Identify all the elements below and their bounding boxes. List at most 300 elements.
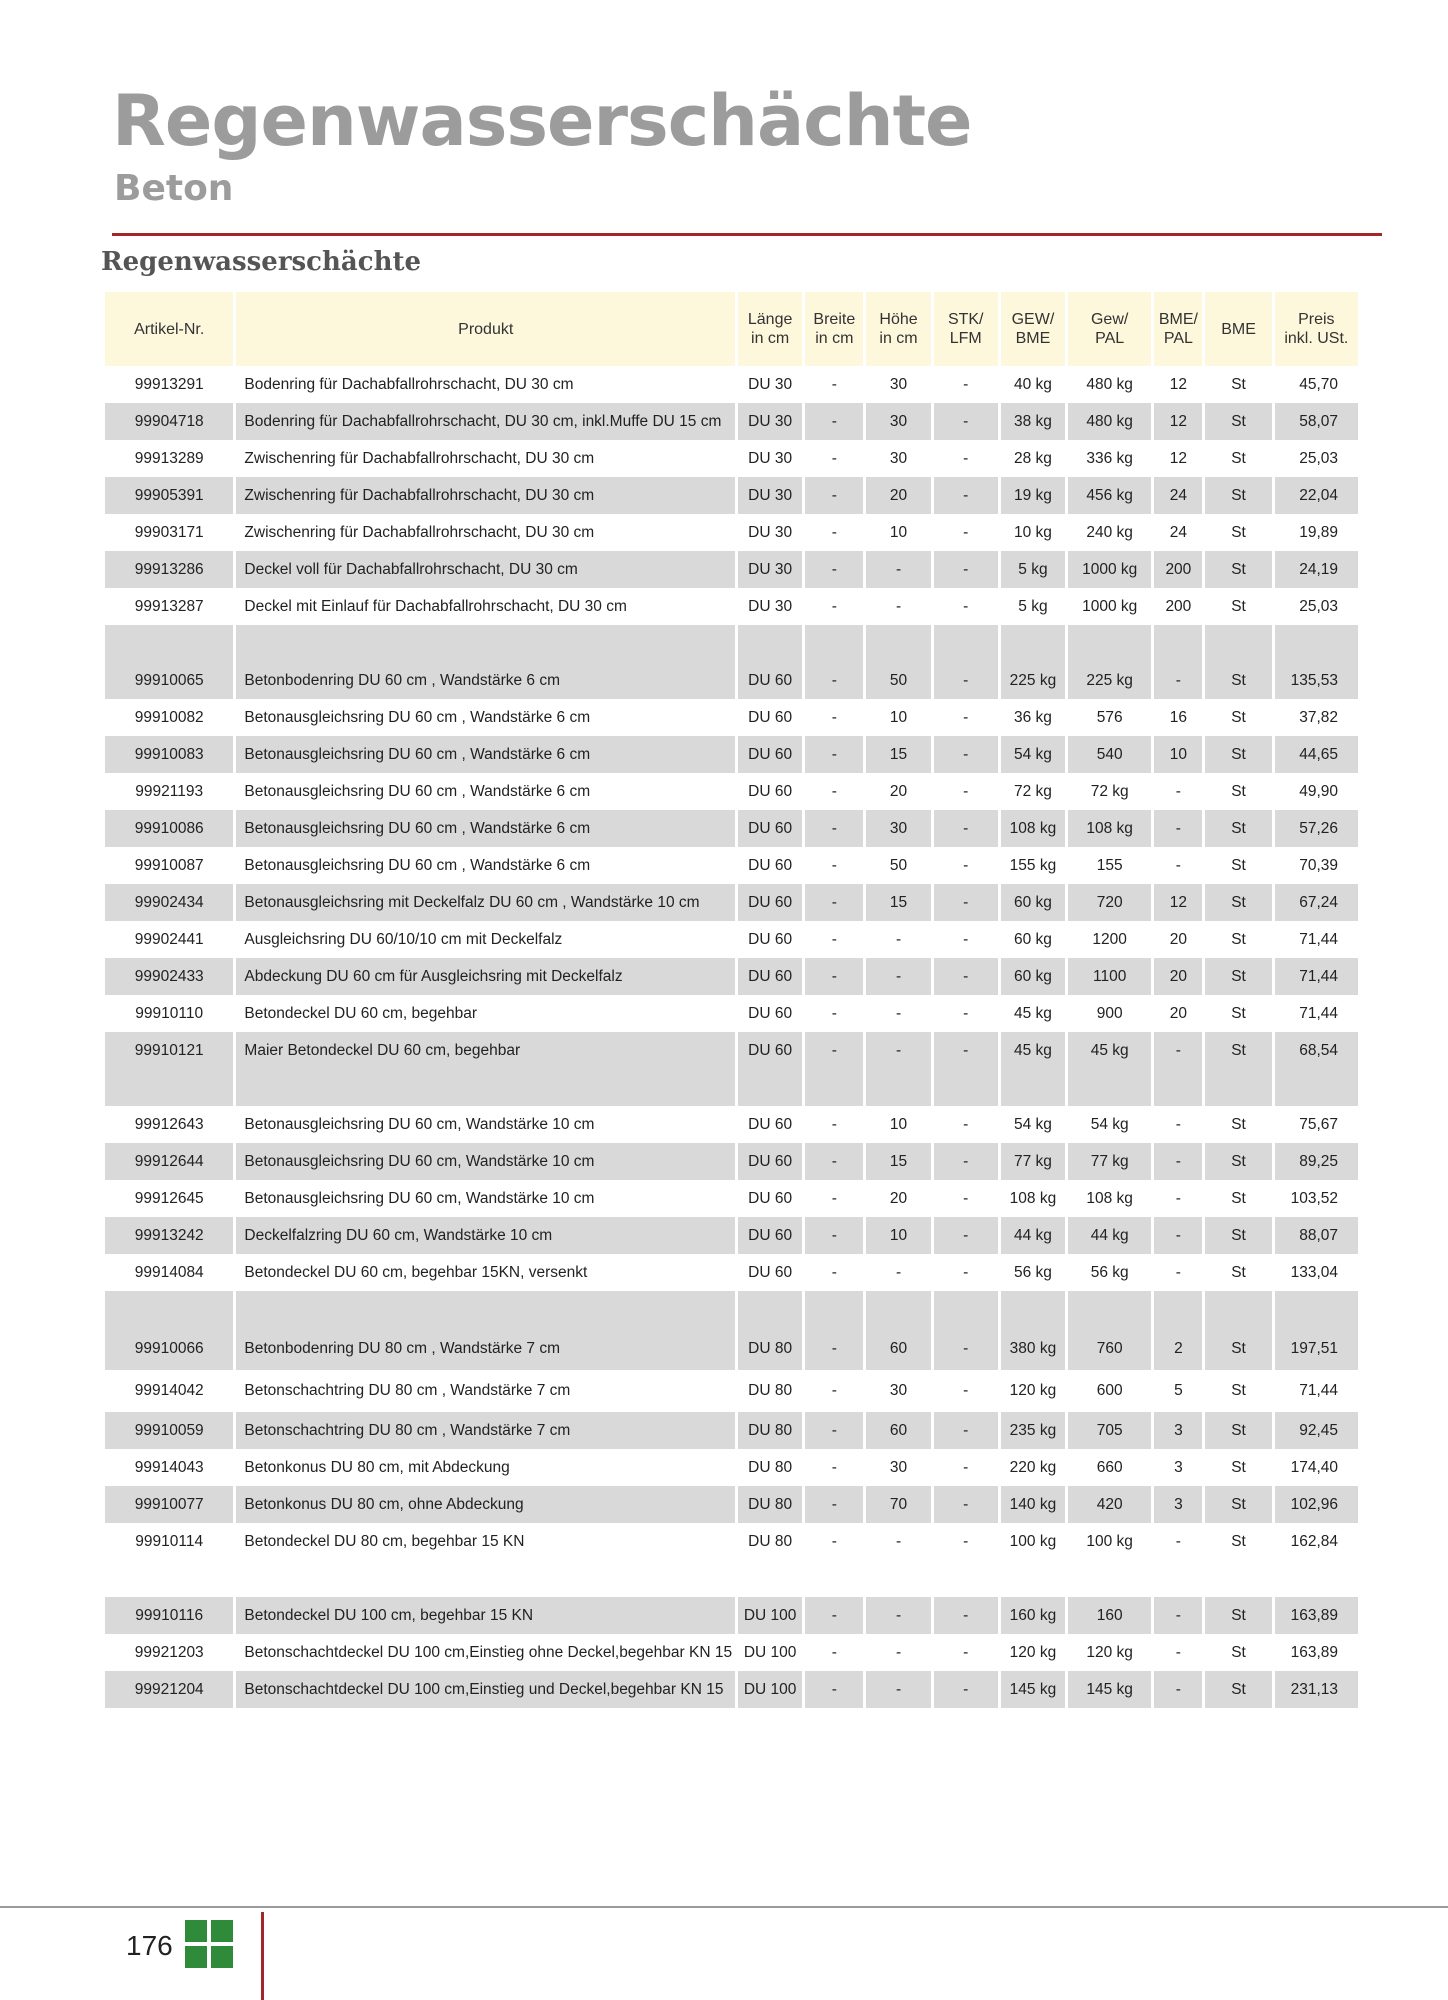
cell-preis: 135,53 [1275, 662, 1358, 699]
cell-breite: - [805, 1671, 863, 1708]
cell-gew-pal: 456 kg [1068, 477, 1151, 514]
footer-divider [0, 1906, 1448, 1908]
footer-accent-line [261, 1912, 264, 2000]
table-header-row [105, 292, 1358, 366]
cell-laenge: DU 100 [743, 1643, 797, 1661]
cell-laenge: DU 60 [738, 1143, 802, 1180]
cell-produkt: Betondeckel DU 100 cm, begehbar 15 KN [236, 1597, 735, 1634]
table-row [105, 1217, 1358, 1254]
cell-breite: - [831, 1532, 837, 1550]
cell-breite: - [831, 1004, 837, 1022]
cell-stk-lfm: - [963, 1643, 969, 1661]
cell-artikel-nr: 99913291 [134, 375, 204, 393]
cell-gew-pal: 705 [1068, 1412, 1151, 1449]
cell-preis: 22,04 [1275, 477, 1358, 514]
cell-bme-pal: 12 [1154, 403, 1202, 440]
cell-laenge: DU 60 [748, 782, 793, 800]
spacer-cell [738, 625, 802, 662]
cell-gew-pal: 45 kg [1068, 1032, 1151, 1069]
cell-gew-bme: 28 kg [1013, 449, 1052, 467]
header-breite-label: Breite in cm [813, 311, 856, 347]
cell-gew-bme: 120 kg [1009, 1643, 1057, 1661]
cell-stk-lfm: - [963, 1004, 969, 1022]
cell-gew-pal: 760 [1068, 1328, 1151, 1370]
cell-bme: St [1231, 1115, 1246, 1133]
table-row [105, 1449, 1358, 1486]
cell-artikel-nr: 99921204 [105, 1671, 233, 1708]
cell-bme: St [1205, 810, 1271, 847]
cell-laenge: DU 30 [738, 551, 802, 588]
cell-gew-pal: 108 kg [1068, 810, 1151, 847]
cell-gew-pal: 160 [1068, 1597, 1151, 1634]
cell-stk-lfm: - [934, 810, 998, 847]
cell-gew-bme: 45 kg [1013, 1004, 1052, 1022]
cell-artikel-nr: 99910110 [135, 1004, 204, 1022]
spacer-cell [1275, 1560, 1358, 1597]
header-hoehe [866, 292, 930, 366]
cell-produkt: Zwischenring für Dachabfallrohrschacht, DU 30 cm [244, 523, 595, 541]
cell-bme: St [1205, 403, 1271, 440]
cell-gew-bme: 10 kg [1013, 523, 1052, 541]
cell-produkt: Betonausgleichsring mit Deckelfalz DU 60 cm , Wandstärke 10 cm [236, 884, 735, 921]
cell-artikel-nr: 99914042 [134, 1382, 204, 1399]
cell-bme: St [1205, 1217, 1271, 1254]
cell-artikel-nr: 99912645 [134, 1189, 204, 1207]
cell-bme-pal: 16 [1169, 708, 1187, 726]
cell-hoehe: 70 [866, 1486, 930, 1523]
cell-preis: 45,70 [1299, 375, 1338, 393]
spacer-cell [738, 1069, 802, 1106]
cell-stk-lfm: - [963, 1115, 969, 1133]
cell-gew-bme: 380 kg [1001, 1328, 1065, 1370]
cell-hoehe: 20 [889, 782, 908, 800]
spacer-cell [1068, 1291, 1151, 1328]
cell-gew-bme: 56 kg [1013, 1263, 1052, 1281]
spacer-cell [236, 1291, 735, 1328]
table-body [105, 366, 1358, 1708]
table-row [105, 810, 1358, 847]
header-artikel-nr [105, 292, 233, 366]
cell-preis: 71,44 [1299, 930, 1338, 948]
cell-preis: 71,44 [1299, 1382, 1338, 1399]
cell-laenge: DU 80 [738, 1486, 802, 1523]
cell-bme-pal: 12 [1169, 449, 1187, 467]
header-gew-pal-label: Gew/ PAL [1090, 311, 1129, 347]
cell-hoehe: 30 [889, 1382, 908, 1399]
cell-laenge: DU 60 [738, 810, 802, 847]
cell-bme: St [1205, 1328, 1271, 1370]
spacer-cell [866, 1069, 930, 1106]
spacer-cell [1068, 1560, 1151, 1597]
cell-preis: 19,89 [1299, 523, 1338, 541]
spacer-cell [1154, 1291, 1202, 1328]
cell-gew-bme: 54 kg [1001, 736, 1065, 773]
cell-hoehe: 30 [866, 403, 930, 440]
table-row [105, 1486, 1358, 1523]
cell-preis: 25,03 [1299, 449, 1338, 467]
cell-bme-pal: - [1154, 1217, 1202, 1254]
spacer-cell [236, 1560, 735, 1597]
cell-bme: St [1205, 1412, 1271, 1449]
spacer-cell [866, 625, 930, 662]
cell-bme-pal: - [1175, 856, 1181, 874]
cell-stk-lfm: - [934, 1597, 998, 1634]
cell-stk-lfm: - [934, 1671, 998, 1708]
cell-gew-bme: 145 kg [1001, 1671, 1065, 1708]
table-row [105, 440, 1358, 477]
cell-bme-pal: - [1154, 810, 1202, 847]
cell-produkt: Betonausgleichsring DU 60 cm, Wandstärke 10 cm [244, 1115, 595, 1133]
cell-bme-pal: 2 [1154, 1328, 1202, 1370]
cell-gew-bme: 225 kg [1001, 662, 1065, 699]
cell-stk-lfm: - [934, 477, 998, 514]
cell-laenge: DU 60 [748, 1004, 793, 1022]
cell-bme: St [1231, 1532, 1246, 1550]
header-bme-label: BME [1221, 320, 1256, 338]
cell-artikel-nr: 99904718 [105, 403, 233, 440]
table-row [105, 1370, 1358, 1412]
cell-produkt: Betonausgleichsring DU 60 cm, Wandstärke 10 cm [236, 1143, 735, 1180]
header-bme-pal [1154, 292, 1202, 366]
cell-laenge: DU 30 [748, 449, 793, 467]
cell-hoehe: 15 [866, 736, 930, 773]
cell-gew-bme: 100 kg [1009, 1532, 1057, 1550]
cell-preis: 71,44 [1299, 1004, 1338, 1022]
cell-bme-pal: - [1175, 1189, 1181, 1207]
cell-gew-pal: 336 kg [1086, 449, 1133, 467]
cell-artikel-nr: 99910116 [105, 1597, 233, 1634]
cell-stk-lfm: - [963, 1458, 969, 1476]
cell-gew-bme: 220 kg [1009, 1458, 1057, 1476]
cell-breite: - [805, 1412, 863, 1449]
cell-laenge: DU 60 [738, 884, 802, 921]
spacer-cell [805, 1291, 863, 1328]
cell-artikel-nr: 99910086 [105, 810, 233, 847]
cell-stk-lfm: - [963, 930, 969, 948]
table-row [105, 588, 1358, 625]
cell-bme: St [1231, 930, 1246, 948]
table-row [105, 366, 1358, 403]
cell-gew-pal: 540 [1068, 736, 1151, 773]
cell-breite: - [805, 662, 863, 699]
cell-hoehe: 30 [889, 449, 908, 467]
cell-hoehe: 60 [866, 1328, 930, 1370]
cell-breite: - [805, 551, 863, 588]
cell-hoehe: 30 [866, 810, 930, 847]
cell-artikel-nr: 99903171 [134, 523, 204, 541]
spacer-cell [1154, 1069, 1202, 1106]
cell-preis: 25,03 [1299, 597, 1338, 615]
cell-preis: 49,90 [1299, 782, 1338, 800]
spacer-cell [1154, 1560, 1202, 1597]
cell-bme-pal: 24 [1154, 477, 1202, 514]
table-row [105, 1671, 1358, 1708]
cell-bme: St [1231, 523, 1246, 541]
cell-gew-pal: 480 kg [1086, 375, 1133, 393]
cell-hoehe: 15 [866, 884, 930, 921]
cell-preis: 162,84 [1290, 1532, 1338, 1550]
cell-bme: St [1231, 708, 1246, 726]
spacer-cell [1275, 1069, 1358, 1106]
spacer-cell [934, 625, 998, 662]
cell-laenge: DU 60 [748, 930, 793, 948]
cell-artikel-nr: 99921203 [134, 1643, 204, 1661]
cell-produkt: Betonbodenring DU 80 cm , Wandstärke 7 cm [236, 1328, 735, 1370]
spacer-cell [934, 1069, 998, 1106]
cell-bme: St [1231, 1004, 1246, 1022]
section-title: Regenwasserschächte [101, 247, 422, 277]
cell-stk-lfm: - [934, 958, 998, 995]
cell-breite: - [805, 1143, 863, 1180]
cell-breite: - [831, 856, 837, 874]
cell-artikel-nr: 99912643 [134, 1115, 204, 1133]
table-row [105, 773, 1358, 810]
cell-bme: St [1231, 1263, 1246, 1281]
table-row [105, 1032, 1358, 1069]
cell-stk-lfm: - [934, 1328, 998, 1370]
cell-breite: - [831, 1263, 837, 1281]
table-row [105, 1597, 1358, 1634]
table-row [105, 1254, 1358, 1291]
cell-preis: 163,89 [1275, 1597, 1358, 1634]
cell-laenge: DU 60 [738, 736, 802, 773]
cell-hoehe: 50 [889, 856, 908, 874]
spacer-cell [105, 1560, 233, 1597]
cell-stk-lfm: - [963, 375, 969, 393]
cell-artikel-nr: 99913287 [134, 597, 204, 615]
cell-bme: St [1231, 1458, 1246, 1476]
cell-breite: - [831, 708, 837, 726]
cell-bme: St [1205, 1597, 1271, 1634]
cell-preis: 70,39 [1299, 856, 1338, 874]
cell-gew-pal: 77 kg [1068, 1143, 1151, 1180]
cell-produkt: Betonkonus DU 80 cm, ohne Abdeckung [236, 1486, 735, 1523]
cell-laenge: DU 30 [738, 477, 802, 514]
table-row [105, 1523, 1358, 1560]
cell-preis: 44,65 [1275, 736, 1358, 773]
cell-gew-bme: 40 kg [1013, 375, 1052, 393]
cell-bme-pal: 10 [1154, 736, 1202, 773]
cell-laenge: DU 100 [738, 1597, 802, 1634]
table-row [105, 995, 1358, 1032]
cell-hoehe: 60 [866, 1412, 930, 1449]
table-row [105, 403, 1358, 440]
cell-hoehe: - [866, 551, 930, 588]
spacer-cell [738, 1291, 802, 1328]
cell-produkt: Betonschachtdeckel DU 100 cm,Einstieg und Deckel,begehbar KN 15 [236, 1671, 735, 1708]
cell-produkt: Deckel mit Einlauf für Dachabfallrohrschacht, DU 30 cm [244, 597, 627, 615]
cell-stk-lfm: - [934, 551, 998, 588]
cell-gew-bme: 140 kg [1001, 1486, 1065, 1523]
cell-stk-lfm: - [963, 1263, 969, 1281]
cell-gew-pal: 1000 kg [1082, 597, 1138, 615]
cell-preis: 67,24 [1275, 884, 1358, 921]
cell-bme-pal: - [1175, 1263, 1181, 1281]
cell-bme-pal: - [1154, 1671, 1202, 1708]
cell-gew-pal: 420 [1068, 1486, 1151, 1523]
cell-laenge: DU 60 [738, 1217, 802, 1254]
cell-preis: 75,67 [1299, 1115, 1338, 1133]
spacer-cell [236, 625, 735, 662]
header-laenge [738, 292, 802, 366]
cell-gew-bme: 54 kg [1013, 1115, 1052, 1133]
cell-bme-pal: 24 [1169, 523, 1187, 541]
cell-produkt: Ausgleichsring DU 60/10/10 cm mit Deckelfalz [244, 930, 563, 948]
cell-gew-pal: 120 kg [1086, 1643, 1133, 1661]
cell-gew-bme: 108 kg [1001, 810, 1065, 847]
table-row [105, 921, 1358, 958]
cell-bme: St [1205, 1143, 1271, 1180]
cell-hoehe: 10 [889, 708, 908, 726]
cell-bme: St [1205, 1486, 1271, 1523]
cell-artikel-nr: 99914043 [134, 1458, 204, 1476]
cell-stk-lfm: - [963, 523, 969, 541]
spacer-cell [1205, 1560, 1271, 1597]
cell-produkt: Maier Betondeckel DU 60 cm, begehbar [236, 1032, 735, 1069]
cell-bme-pal: - [1154, 1032, 1202, 1069]
cell-stk-lfm: - [934, 662, 998, 699]
cell-bme: St [1205, 736, 1271, 773]
table-row [105, 1412, 1358, 1449]
spacer-cell [1205, 1291, 1271, 1328]
cell-artikel-nr: 99902433 [105, 958, 233, 995]
cell-preis: 103,52 [1290, 1189, 1338, 1207]
cell-breite: - [831, 930, 837, 948]
cell-gew-bme: 60 kg [1001, 958, 1065, 995]
cell-artikel-nr: 99912644 [105, 1143, 233, 1180]
cell-bme: St [1205, 477, 1271, 514]
cell-gew-pal: 72 kg [1090, 782, 1129, 800]
cell-laenge: DU 80 [748, 1532, 793, 1550]
cell-hoehe: - [895, 1643, 902, 1661]
cell-bme-pal: 5 [1174, 1382, 1183, 1399]
cell-gew-bme: 155 kg [1009, 856, 1057, 874]
cell-bme-pal: 3 [1154, 1486, 1202, 1523]
spacer-cell [805, 625, 863, 662]
cell-bme-pal: 200 [1154, 551, 1202, 588]
cell-preis: 24,19 [1275, 551, 1358, 588]
cell-gew-bme: 235 kg [1001, 1412, 1065, 1449]
table-row [105, 514, 1358, 551]
cell-laenge: DU 60 [738, 958, 802, 995]
cell-stk-lfm: - [934, 1032, 998, 1069]
cell-gew-pal: 155 [1096, 856, 1123, 874]
cell-laenge: DU 60 [748, 708, 793, 726]
cell-stk-lfm: - [934, 884, 998, 921]
table-row [105, 884, 1358, 921]
cell-gew-bme: 44 kg [1001, 1217, 1065, 1254]
cell-preis: 163,89 [1290, 1643, 1338, 1661]
cell-stk-lfm: - [934, 736, 998, 773]
cell-hoehe: 10 [866, 1217, 930, 1254]
spacer-cell [1154, 625, 1202, 662]
cell-hoehe: - [866, 1032, 930, 1069]
cell-laenge: DU 80 [738, 1328, 802, 1370]
cell-preis: 88,07 [1275, 1217, 1358, 1254]
cell-hoehe: 20 [889, 1189, 908, 1207]
cell-hoehe: 15 [866, 1143, 930, 1180]
cell-produkt: Betondeckel DU 80 cm, begehbar 15 KN [244, 1532, 525, 1550]
cell-hoehe: 10 [889, 523, 908, 541]
cell-gew-pal: 54 kg [1090, 1115, 1129, 1133]
header-gew-bme-label: GEW/ BME [1011, 311, 1055, 347]
table-row [105, 847, 1358, 884]
cell-artikel-nr: 99905391 [105, 477, 233, 514]
cell-hoehe: 30 [889, 1458, 908, 1476]
cell-laenge: DU 80 [748, 1382, 793, 1399]
cell-produkt: Betonausgleichsring DU 60 cm , Wandstärke 6 cm [244, 782, 591, 800]
cell-bme: St [1231, 597, 1246, 615]
spacer-cell [1001, 1069, 1065, 1106]
spacer-cell [934, 1560, 998, 1597]
cell-artikel-nr: 99914084 [134, 1263, 204, 1281]
spacer-cell [866, 1291, 930, 1328]
header-bme [1205, 292, 1271, 366]
cell-stk-lfm: - [963, 782, 969, 800]
page-number: 176 [126, 1930, 173, 1961]
cell-breite: - [831, 1189, 837, 1207]
cell-artikel-nr: 99910066 [105, 1328, 233, 1370]
cell-artikel-nr: 99913289 [134, 449, 204, 467]
cell-preis: 102,96 [1275, 1486, 1358, 1523]
cell-gew-pal: 720 [1068, 884, 1151, 921]
cell-hoehe: 20 [866, 477, 930, 514]
cell-breite: - [831, 597, 837, 615]
cell-gew-pal: 660 [1096, 1458, 1123, 1476]
cell-bme: St [1205, 1671, 1271, 1708]
table-spacer-row [105, 1069, 1358, 1106]
cell-produkt: Zwischenring für Dachabfallrohrschacht, DU 30 cm [236, 477, 735, 514]
cell-hoehe: - [895, 1004, 902, 1022]
cell-artikel-nr: 99913286 [105, 551, 233, 588]
cell-breite: - [805, 403, 863, 440]
cell-bme-pal: 20 [1169, 1004, 1187, 1022]
cell-gew-bme: 108 kg [1009, 1189, 1057, 1207]
cell-produkt: Betonausgleichsring DU 60 cm, Wandstärke 10 cm [244, 1189, 595, 1207]
cell-stk-lfm: - [934, 1143, 998, 1180]
spacer-cell [866, 1560, 930, 1597]
title-divider [112, 233, 1382, 236]
table-spacer-row [105, 1291, 1358, 1328]
cell-artikel-nr: 99913242 [105, 1217, 233, 1254]
cell-stk-lfm: - [934, 403, 998, 440]
green-squares-logo-icon [185, 1920, 233, 1968]
cell-breite: - [831, 1382, 837, 1399]
cell-preis: 231,13 [1275, 1671, 1358, 1708]
cell-artikel-nr: 99921193 [135, 782, 204, 800]
cell-gew-bme: 36 kg [1013, 708, 1052, 726]
cell-produkt: Betonausgleichsring DU 60 cm , Wandstärke 6 cm [244, 708, 591, 726]
cell-breite: - [805, 1597, 863, 1634]
header-stk-lfm [934, 292, 998, 366]
cell-artikel-nr: 99910065 [105, 662, 233, 699]
table-row [105, 1180, 1358, 1217]
table-row [105, 551, 1358, 588]
spacer-cell [1068, 625, 1151, 662]
cell-laenge: DU 30 [738, 403, 802, 440]
cell-gew-pal: 100 kg [1086, 1532, 1133, 1550]
header-bme-pal-label: BME/ PAL [1158, 311, 1198, 347]
cell-gew-pal: 1100 [1068, 958, 1151, 995]
page-subtitle: Beton [114, 168, 234, 209]
cell-laenge: DU 60 [748, 856, 793, 874]
header-hoehe-label: Höhe in cm [879, 311, 918, 347]
header-produkt [236, 292, 735, 366]
cell-produkt: Deckel voll für Dachabfallrohrschacht, DU 30 cm [236, 551, 735, 588]
cell-gew-pal: 900 [1096, 1004, 1123, 1022]
cell-preis: 68,54 [1275, 1032, 1358, 1069]
cell-artikel-nr: 99910059 [105, 1412, 233, 1449]
